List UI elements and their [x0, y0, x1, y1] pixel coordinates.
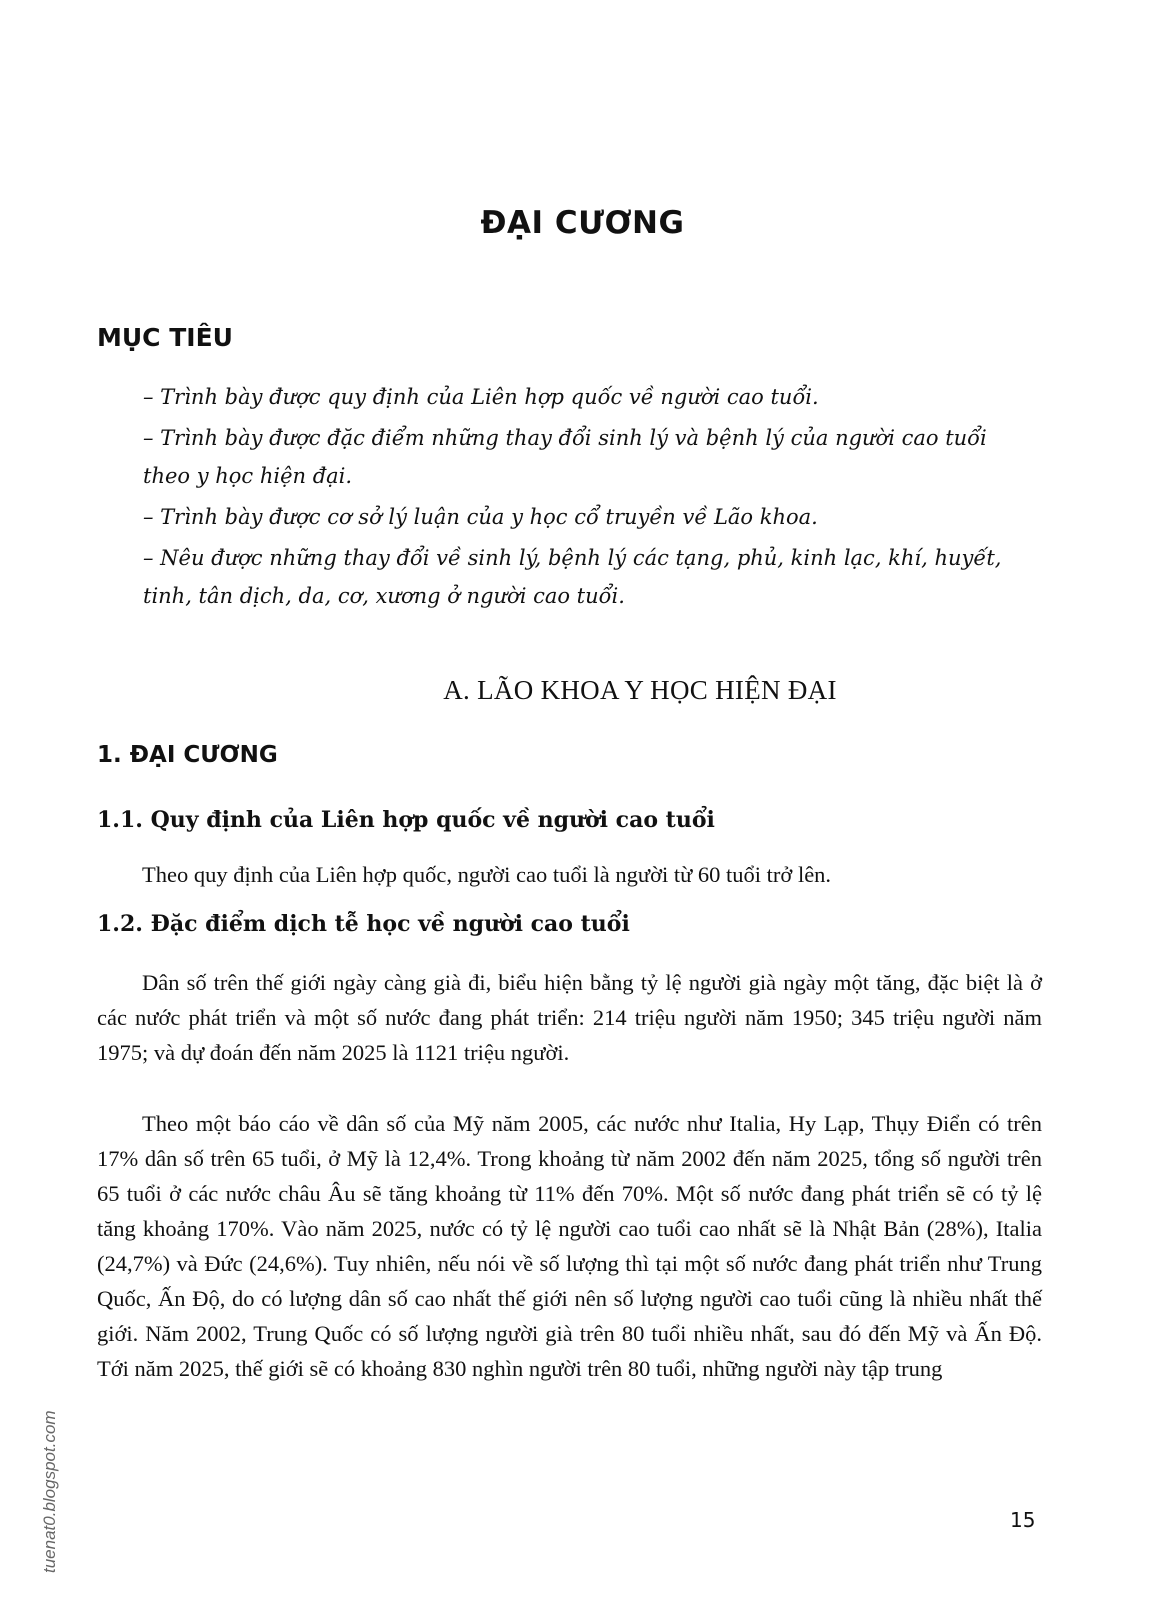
page-title: ĐẠI CƯƠNG	[480, 205, 685, 241]
paragraph-1-1: Theo quy định của Liên hợp quốc, người cao tuổi là người từ 60 tuổi trở lên.	[142, 862, 832, 887]
paragraph-1-2-b: Theo một báo cáo về dân số của Mỹ năm 2005, các nước như Italia, Hy Lạp, Thụy Điển có trên 17% dân số trên 65 tuổi, ở Mỹ là 12,4%. Trong khoảng từ năm 2002 đến năm 2025, tổng số người trên 65 tuổi ở các nước châu Âu sẽ tăng khoảng từ 11% đến 70%. Một số nước đang phát triển sẽ có tỷ lệ tăng khoảng 170%. Vào năm 2025, nước có tỷ lệ người cao tuổi cao nhất sẽ là Nhật Bản (28%), Italia (24,7%) và Đức (24,6%). Tuy nhiên, nếu nói về số lượng thì tại một số nước đang phát triển như Trung Quốc, Ấn Độ, do có lượng dân số cao nhất thế giới nên số lượng người cao tuổi cũng là nhiều nhất thế giới. Năm 2002, Trung Quốc có số lượng người già trên 80 tuổi nhiều nhất, sau đó đến Mỹ và Ấn Độ. Tới năm 2025, thế giới sẽ có khoảng 830 nghìn người trên 80 tuổi, những người này tập trung	[97, 1111, 1042, 1381]
subsection-heading-1-1: 1.1. Quy định của Liên hợp quốc về người cao tuổi	[97, 807, 715, 833]
watermark: tuenat0.blogspot.com	[40, 1410, 59, 1573]
objective-item: – Trình bày được cơ sở lý luận của y học cổ truyền về Lão khoa.	[143, 505, 818, 529]
paragraph-1-2-a: Dân số trên thế giới ngày càng già đi, biểu hiện bằng tỷ lệ người già ngày một tăng, đặc biệt là ở các nước phát triển và một số nước đang phát triển: 214 triệu người năm 1950; 345 triệu người năm 1975; và dự đoán đến năm 2025 là 1121 triệu người.	[97, 970, 1042, 1065]
objective-item: – Trình bày được quy định của Liên hợp quốc về người cao tuổi.	[143, 385, 819, 409]
objective-item: – Trình bày được đặc điểm những thay đổi sinh lý và bệnh lý của người cao tuổi theo y học hiện đại.	[143, 426, 987, 488]
part-heading: A. LÃO KHOA Y HỌC HIỆN ĐẠI	[443, 675, 837, 705]
page-number: 15	[1010, 1508, 1036, 1532]
section-heading: 1. ĐẠI CƯƠNG	[97, 742, 278, 768]
objectives-heading: MỤC TIÊU	[97, 323, 233, 352]
objective-item: – Nêu được những thay đổi về sinh lý, bệnh lý các tạng, phủ, kinh lạc, khí, huyết, tinh, tân dịch, da, cơ, xương ở người cao tuổi.	[143, 546, 1002, 608]
objectives-list	[143, 378, 1023, 618]
subsection-heading-1-2: 1.2. Đặc điểm dịch tễ học về người cao tuổi	[97, 911, 630, 937]
